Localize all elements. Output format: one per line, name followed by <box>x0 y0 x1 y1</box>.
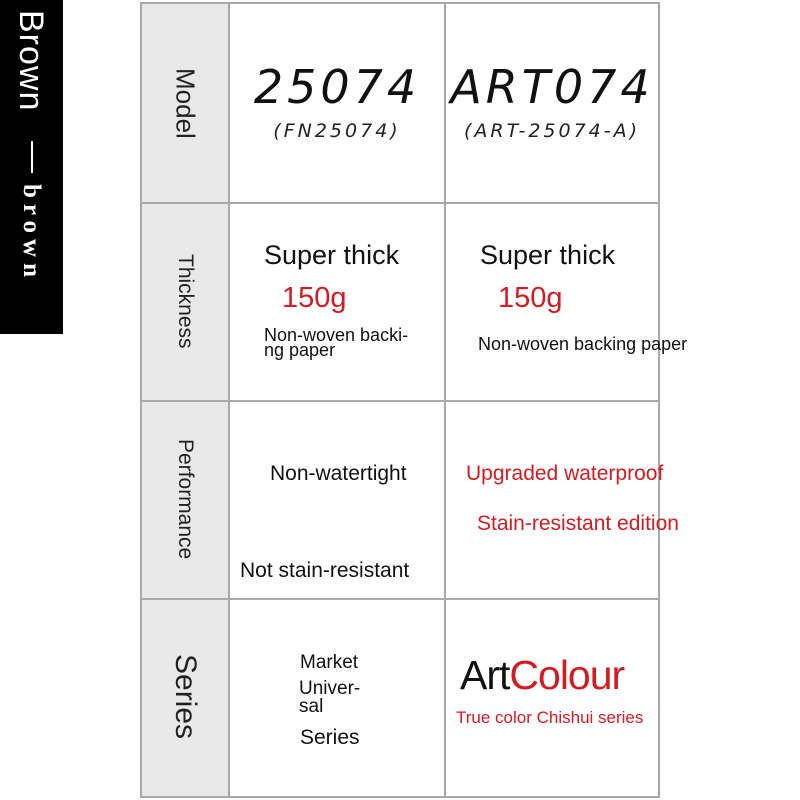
row-label-thickness: Thickness <box>174 253 197 349</box>
tab-divider <box>31 141 33 173</box>
backing-note: Non-woven backing paper <box>478 334 688 354</box>
row-label-series: Series <box>169 654 202 740</box>
performance-cell-1 <box>230 402 444 598</box>
model-code: (ART-25074-A) <box>463 120 641 142</box>
thickness-title: Super thick <box>480 240 616 270</box>
thickness-cell-2 <box>446 204 688 400</box>
model-number: ART074 <box>450 60 654 114</box>
comparison-table <box>140 2 688 798</box>
thickness-weight: 150g <box>282 282 347 314</box>
color-subtitle: brown <box>18 184 45 284</box>
model-number: 25074 <box>253 60 421 114</box>
series-cell-1 <box>230 600 444 796</box>
series-cell-2 <box>446 600 658 796</box>
model-code: (FN25074) <box>273 120 401 142</box>
waterproof-status: Upgraded waterproof <box>466 462 664 485</box>
series-line: Series <box>300 726 360 749</box>
color-tab <box>0 0 63 334</box>
performance-cell-2 <box>446 402 679 598</box>
row-label-performance: Performance <box>174 438 197 560</box>
backing-note-line1: Non-woven backi- <box>264 325 409 345</box>
row-label-model: Model <box>170 67 201 139</box>
artcolour-logo: ArtColour <box>460 652 625 698</box>
thickness-title: Super thick <box>264 240 400 270</box>
series-line: Market <box>300 652 359 673</box>
thickness-cell-1 <box>230 204 444 400</box>
series-caption: True color Chishui series <box>456 708 644 727</box>
model-cell-1 <box>230 4 444 202</box>
series-line: sal <box>299 696 324 717</box>
color-title: Brown <box>12 10 50 112</box>
thickness-weight: 150g <box>498 282 563 314</box>
stain-status: Not stain-resistant <box>240 559 410 582</box>
backing-note-line2: ng paper <box>264 340 336 360</box>
series-line: Univer- <box>299 678 361 699</box>
model-cell-2 <box>446 4 658 202</box>
waterproof-status: Non-watertight <box>270 462 407 485</box>
stain-status: Stain-resistant edition <box>477 512 679 535</box>
